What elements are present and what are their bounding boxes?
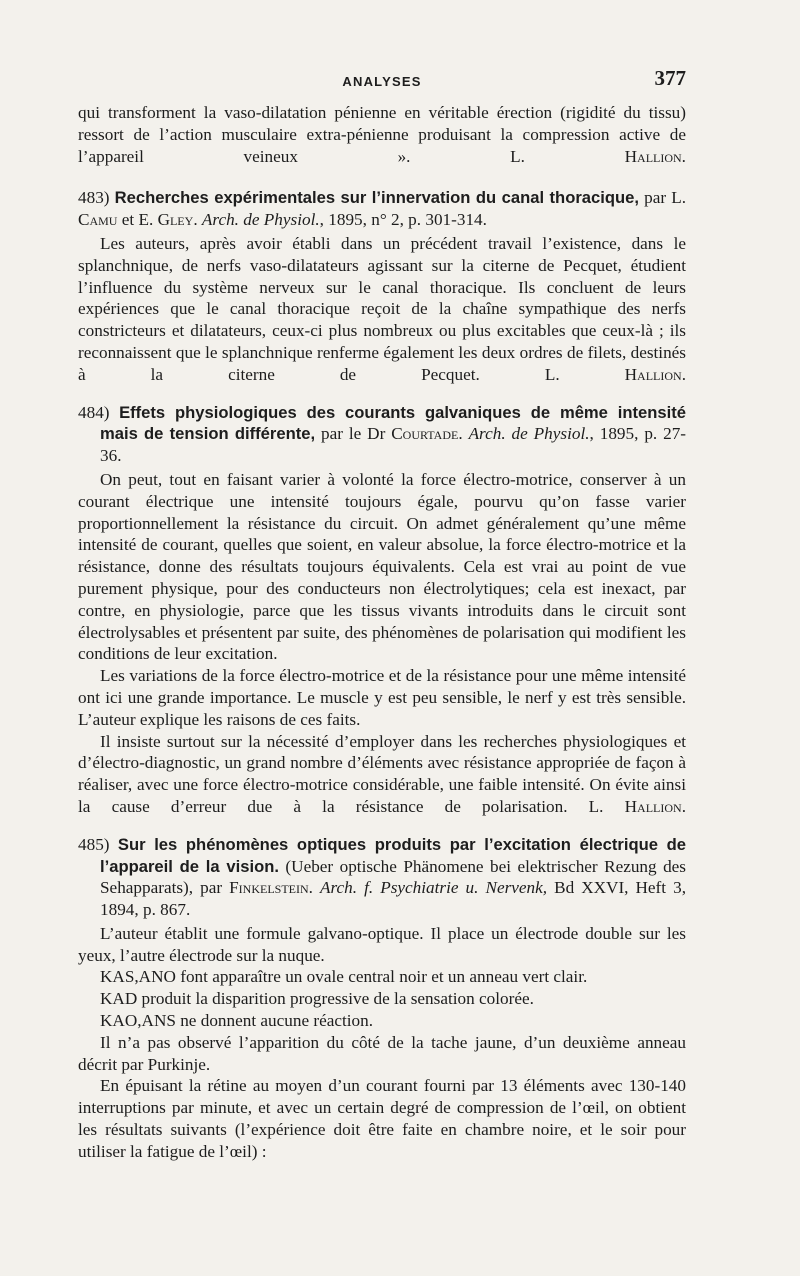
author-name: Finkelstein bbox=[229, 878, 309, 898]
page-header bbox=[78, 66, 686, 92]
running-title: ANALYSES bbox=[342, 74, 422, 89]
page-number: 377 bbox=[654, 66, 686, 90]
citation: Bd XXVI, Heft 3, 1894, p. 867. bbox=[100, 878, 686, 920]
entry-heading: 483) Recherches expérimentales sur l’innervation du canal thoracique, par L. Camu et E. Gley. Arch. de Physiol., 1895, n° 2, p. 301-314. bbox=[78, 188, 687, 230]
entry-paragraph: Les variations de la force électro-motrice et de la résistance pour une même intensité ont ici une grande importance. Le muscle y est peu sensible, le nerf y est très sensible. L’auteur explique les raisons de ces faits. bbox=[78, 666, 686, 729]
entry-484 bbox=[78, 402, 686, 818]
entry-number: 483) bbox=[78, 188, 110, 208]
entry-paragraph: KAO,ANS ne donnent aucune réaction. bbox=[100, 1011, 374, 1031]
entry-paragraph: KAS,ANO font apparaître un ovale central noir et un anneau vert clair. bbox=[100, 967, 588, 987]
entry-title: Effets physiologiques des courants galvaniques de même intensité mais de tension différente, bbox=[100, 402, 686, 444]
intro-paragraph: qui transforment la vaso-dilatation pénienne en véritable érection (rigidité du tissu) ressort de l’action musculaire extra-pénienne produisant la compression active de l’appareil veineux ». L. Hallion. bbox=[78, 103, 686, 166]
author-name: Courtade bbox=[391, 424, 459, 444]
journal-name: Arch. de Physiol. bbox=[468, 424, 590, 444]
entry-483 bbox=[78, 187, 686, 385]
entry-paragraph: Les auteurs, après avoir établi dans un précédent travail l’existence, dans le splanchnique, de nerfs vaso-dilatateurs agissant sur la citerne de Pecquet, étudient l’influence du système nerveux sur le canal thoracique. Ils concluent de leurs expériences que le canal thoracique reçoit de la chaîne sympathique des nerfs constricteurs et dilatateurs, ceux-ci plus nombreux ou plus excitables que ceux-là ; ils reconnaissent que le splanchnique renferme également les deux ordres de filets, destinés à la citerne de Pecquet. L. Hallion. bbox=[78, 233, 687, 384]
entry-paragraph: L’auteur établit une formule galvano-optique. Il place un électrode double sur les yeux, l’autre électrode sur la nuque. bbox=[78, 923, 686, 965]
entry-paragraph: Il n’a pas observé l’apparition du côté de la tache jaune, d’un deuxième anneau décrit par Purkinje. bbox=[78, 1032, 686, 1074]
signature: L. Hallion. bbox=[544, 364, 687, 384]
signature: L. Hallion. bbox=[588, 796, 686, 816]
page-content bbox=[78, 102, 686, 1163]
entry-paragraph: En épuisant la rétine au moyen d’un courant fourni par 13 éléments avec 130-140 interruptions par minute, et avec un certain degré de compression de l’œil, on obtient les résultats suivants (l’expérience doit être faite en chambre noire, et le soir pour utiliser la fatigue de l’œil) : bbox=[78, 1076, 686, 1161]
entry-paragraph: KAD produit la disparition progressive de la sensation colorée. bbox=[100, 989, 534, 1009]
author-name: Camu bbox=[78, 210, 118, 230]
entry-title: Sur les phénomènes optiques produits par l’excitation électrique de l’appareil de la vision. bbox=[100, 834, 687, 876]
entry-heading: 485) Sur les phénomènes optiques produits par l’excitation électrique de l’appareil de la vision. (Ueber optische Phänomene bei elektrischer Rezung des Sehapparats), par Finkelstein. Arch. f. Psychiatrie u. Nervenk, Bd XXVI, Heft 3, 1894, p. 867. bbox=[78, 834, 687, 920]
journal-name: Arch. de Physiol. bbox=[201, 210, 320, 230]
entry-485 bbox=[78, 834, 686, 1163]
citation: , 1895, p. 27-36. bbox=[100, 424, 687, 466]
journal-name: Arch. f. Psychiatrie u. Nervenk, bbox=[320, 878, 548, 898]
entry-title: Recherches expérimentales sur l’innervation du canal thoracique, bbox=[114, 188, 639, 208]
entry-number: 484) bbox=[78, 402, 110, 422]
entry-paragraph: On peut, tout en faisant varier à volonté la force électro-motrice, conserver à un courant électrique une intensité toujours égale, pourvu qu’on fasse varier proportionnellement la résistance du circuit. On admet généralement qu’une même intensité de courant, quelles que soient, en valeur absolue, la force électro-motrice et la résistance, donne des résultats toujours équivalents. Cela est vrai au point de vue purement physique, pour des conducteurs non électrolytiques; cela est inexact, par contre, en physiologie, parce que les tissus vivants introduits dans le circuit sont électrolysables et présentent par suite, des phénomènes de polarisation qui modifient les conditions de leur excitation. bbox=[78, 469, 686, 664]
signature: L. Hallion. bbox=[510, 146, 686, 166]
entry-paragraph: Il insiste surtout sur la nécessité d’employer dans les recherches physiologiques et d’électro-diagnostic, un grand nombre d’éléments avec résistance appropriée de façon à réaliser, avec une force électro-motrice considérable, une faible intensité. On évite ainsi la cause d’erreur due à la résistance de polarisation. L. Hallion. bbox=[78, 731, 686, 816]
citation: , 1895, n° 2, p. 301-314. bbox=[319, 210, 487, 230]
entry-heading: 484) Effets physiologiques des courants galvaniques de même intensité mais de tension différente, par le Dr Courtade. Arch. de Physiol., 1895, p. 27-36. bbox=[78, 402, 687, 466]
entry-number: 485) bbox=[78, 834, 110, 854]
author-name: Gley bbox=[157, 210, 194, 230]
